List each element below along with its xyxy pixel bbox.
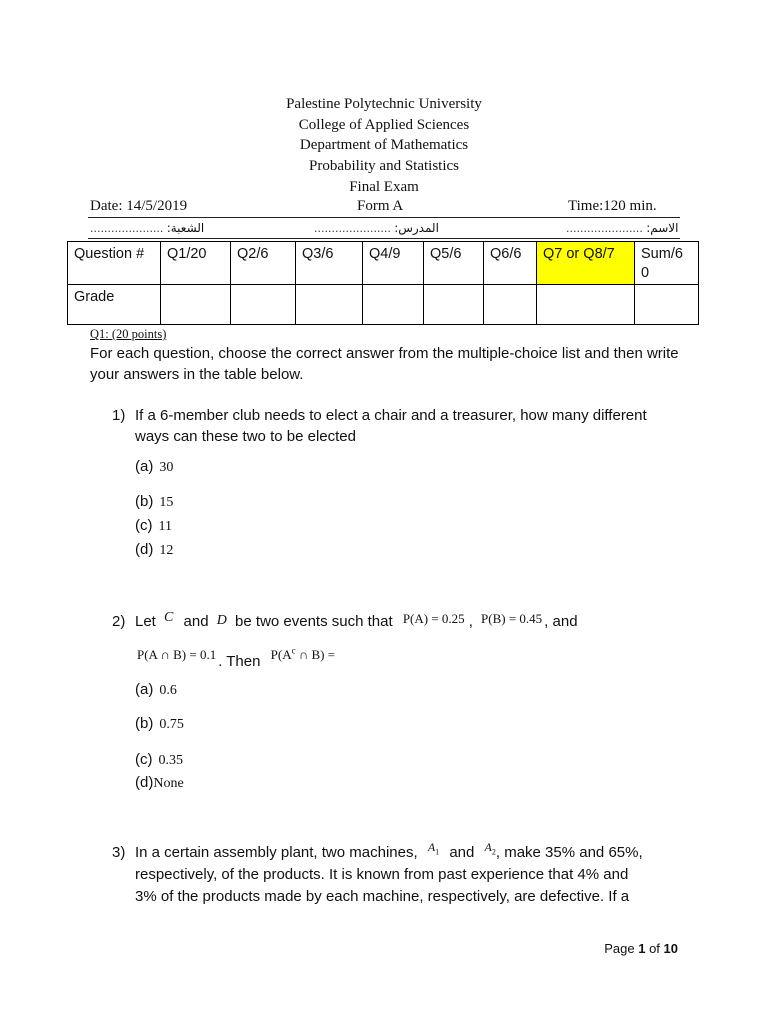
row-label-grade: Grade [68, 285, 161, 325]
exam-time: Time:120 min. [568, 198, 657, 214]
col-question: Question # [68, 242, 161, 285]
q2-option-a[interactable] [135, 681, 177, 699]
page-number [604, 941, 678, 956]
q1-option-c[interactable] [135, 517, 172, 535]
exam-form: Form A [357, 198, 404, 214]
option-label: (c) [135, 517, 153, 534]
option-label: (a) [135, 458, 154, 475]
q2-pab: P(A ∩ B) = 0.1 [137, 647, 217, 663]
header-rule-top [88, 217, 680, 218]
grade-cell-q7-or-q8[interactable] [537, 285, 635, 325]
grade-cell-q1[interactable] [161, 285, 231, 325]
question-2-line2 [137, 644, 336, 671]
option-value: 0.75 [159, 717, 184, 732]
header-line-department: Department of Mathematics [299, 137, 469, 153]
header-line-university: Palestine Polytechnic University [286, 96, 482, 112]
col-q6: Q6/6 [484, 242, 537, 285]
q2-pacb: $P(A^c$ ∩ B) = [270, 646, 336, 663]
col-q4: Q4/9 [363, 242, 424, 285]
q3-text-b: , make 35% and 65%, [495, 844, 643, 861]
q1-option-b[interactable] [135, 493, 173, 511]
option-value: 0.6 [159, 683, 177, 698]
q2-option-b[interactable] [135, 715, 184, 733]
q3-text-a: In a certain assembly plant, two machines, [135, 844, 418, 861]
col-q5: Q5/6 [424, 242, 484, 285]
q2-event-c: C [164, 610, 174, 625]
section-dots: ..................... [90, 222, 164, 235]
q1-option-d[interactable] [135, 541, 173, 559]
q2-then: . Then [218, 653, 261, 671]
page-total: 10 [663, 941, 678, 956]
col-q3: Q3/6 [296, 242, 363, 285]
q2-pa: P(A) = 0.25 [402, 611, 465, 626]
option-value: 11 [158, 519, 172, 534]
q1-option-a[interactable] [135, 458, 173, 476]
q2-let: Let [135, 613, 156, 630]
question-1-number: 1) [112, 407, 126, 424]
page-current: 1 [638, 941, 646, 956]
grade-cell-q4[interactable] [363, 285, 424, 325]
question-3-number: 3) [112, 844, 126, 861]
option-label: (b) [135, 493, 154, 510]
grade-cell-q6[interactable] [484, 285, 537, 325]
option-value: None [153, 776, 184, 791]
section-field [90, 220, 204, 236]
page-word: Page [604, 941, 635, 956]
page-of: of [649, 941, 660, 956]
grade-table [67, 241, 699, 325]
q2-and2: , and [544, 613, 578, 630]
name-label: الاسم: [646, 221, 679, 235]
option-value: 15 [159, 495, 174, 510]
q2-be: be two events such that [235, 613, 393, 630]
grade-table-header-row [68, 242, 699, 285]
q1-title: Q1: (20 points) [90, 327, 167, 341]
question-3-line2: respectively, of the products. It is known from past experience that 4% and [135, 866, 629, 883]
col-q7-or-q8: Q7 or Q8/7 [537, 242, 635, 285]
question-2-line1 [135, 611, 578, 633]
exam-date: Date: 14/5/2019 [90, 198, 188, 214]
option-value: 0.35 [158, 753, 183, 768]
option-label: (b) [135, 715, 154, 732]
q2-option-c[interactable] [135, 751, 183, 769]
teacher-label: المدرس: [394, 221, 439, 235]
grade-cell-q3[interactable] [296, 285, 363, 325]
q2-option-d[interactable] [135, 774, 184, 792]
header-line-exam: Final Exam [349, 179, 419, 195]
q1-instructions: For each question, choose the correct answer from the multiple-choice list and then write your answers in the table below. [90, 345, 679, 383]
section-label: الشعبة: [166, 221, 205, 235]
q2-and: and [183, 613, 209, 630]
col-q1: Q1/20 [161, 242, 231, 285]
header-line-course: Probability and Statistics [309, 158, 459, 174]
teacher-field [314, 220, 439, 236]
name-dots: ...................... [566, 222, 643, 235]
question-1-text: If a 6-member club needs to elect a chair and a treasurer, how many different ways can these two to be elected [135, 407, 647, 445]
option-label: (d) [135, 774, 154, 791]
option-label: (c) [135, 751, 153, 768]
q2-comma: , [468, 613, 473, 630]
header-rule-bottom [88, 238, 680, 239]
option-label: (a) [135, 681, 154, 698]
grade-cell-q2[interactable] [231, 285, 296, 325]
grade-cell-sum[interactable] [635, 285, 699, 325]
q2-pb: P(B) = 0.45 [481, 611, 543, 626]
q3-and: and [449, 844, 475, 861]
teacher-dots: ...................... [314, 222, 391, 235]
grade-table-grade-row [68, 285, 699, 325]
q3-machine-a1: A1 [427, 840, 440, 857]
header-line-college: College of Applied Sciences [298, 117, 470, 133]
question-3-line3: 3% of the products made by each machine, respectively, are defective. If a [135, 888, 630, 905]
q2-event-d: D [216, 613, 227, 628]
q3-machine-a2: A2 [484, 840, 496, 857]
question-2-number: 2) [112, 613, 126, 630]
col-sum: Sum/6 0 [635, 242, 699, 285]
option-value: 30 [159, 460, 174, 475]
option-value: 12 [159, 543, 174, 558]
option-label: (d) [135, 541, 154, 558]
col-q2: Q2/6 [231, 242, 296, 285]
grade-cell-q5[interactable] [424, 285, 484, 325]
name-field [566, 220, 678, 236]
